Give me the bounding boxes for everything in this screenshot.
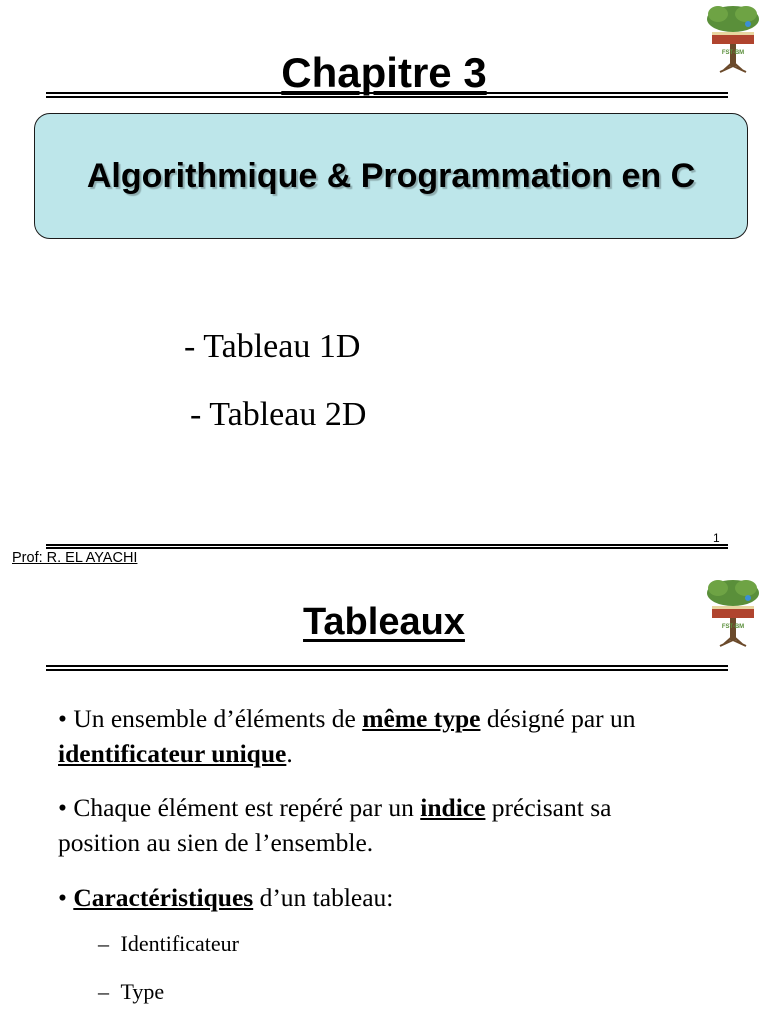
title-divider [46,665,728,671]
bullet-index [58,790,688,860]
subtitle-box [34,113,748,239]
bullet-marker: • [58,704,67,733]
emphasis-term: même type [362,704,481,733]
bullet-text: Chaque élément est repéré par un [66,793,421,822]
sub-item [98,931,239,957]
sub-item-label: Identificateur [120,931,239,956]
sub-item-dash: – [98,979,109,1004]
title-divider [46,92,728,98]
slide-title: Tableaux [303,601,465,643]
chapter-title: Chapitre 3 [281,49,487,96]
bullet-characteristics [58,880,688,915]
bullet-text: . [286,739,293,768]
emphasis-term: identificateur unique [58,739,287,768]
footer-divider [46,544,728,549]
logo-text: FST-BM [721,50,745,56]
emphasis-term: indice [420,793,486,822]
bullet-text: Un ensemble d’éléments de [66,704,363,733]
topic-item: - Tableau 1D [184,328,361,365]
bullet-definition [58,701,688,771]
course-subtitle: Algorithmique & Programmation en C [86,157,696,195]
footer-author: Prof: R. EL AYACHI [12,550,138,566]
bullet-text: précisant sa position au sien de l’ensemble. [58,793,612,857]
bullet-marker: • [58,793,67,822]
emphasis-term: Caractéristiques [73,883,254,912]
topic-item: - Tableau 2D [190,396,367,433]
page-number: 1 [713,531,720,545]
sub-item-label: Type [120,979,165,1004]
sub-item-dash: – [98,931,109,956]
sub-item [98,979,164,1005]
logo-text: FST-BM [721,624,745,630]
bullet-marker: • [58,883,67,912]
bullet-text: d’un tableau: [253,883,394,912]
bullet-text: désigné par un [480,704,636,733]
